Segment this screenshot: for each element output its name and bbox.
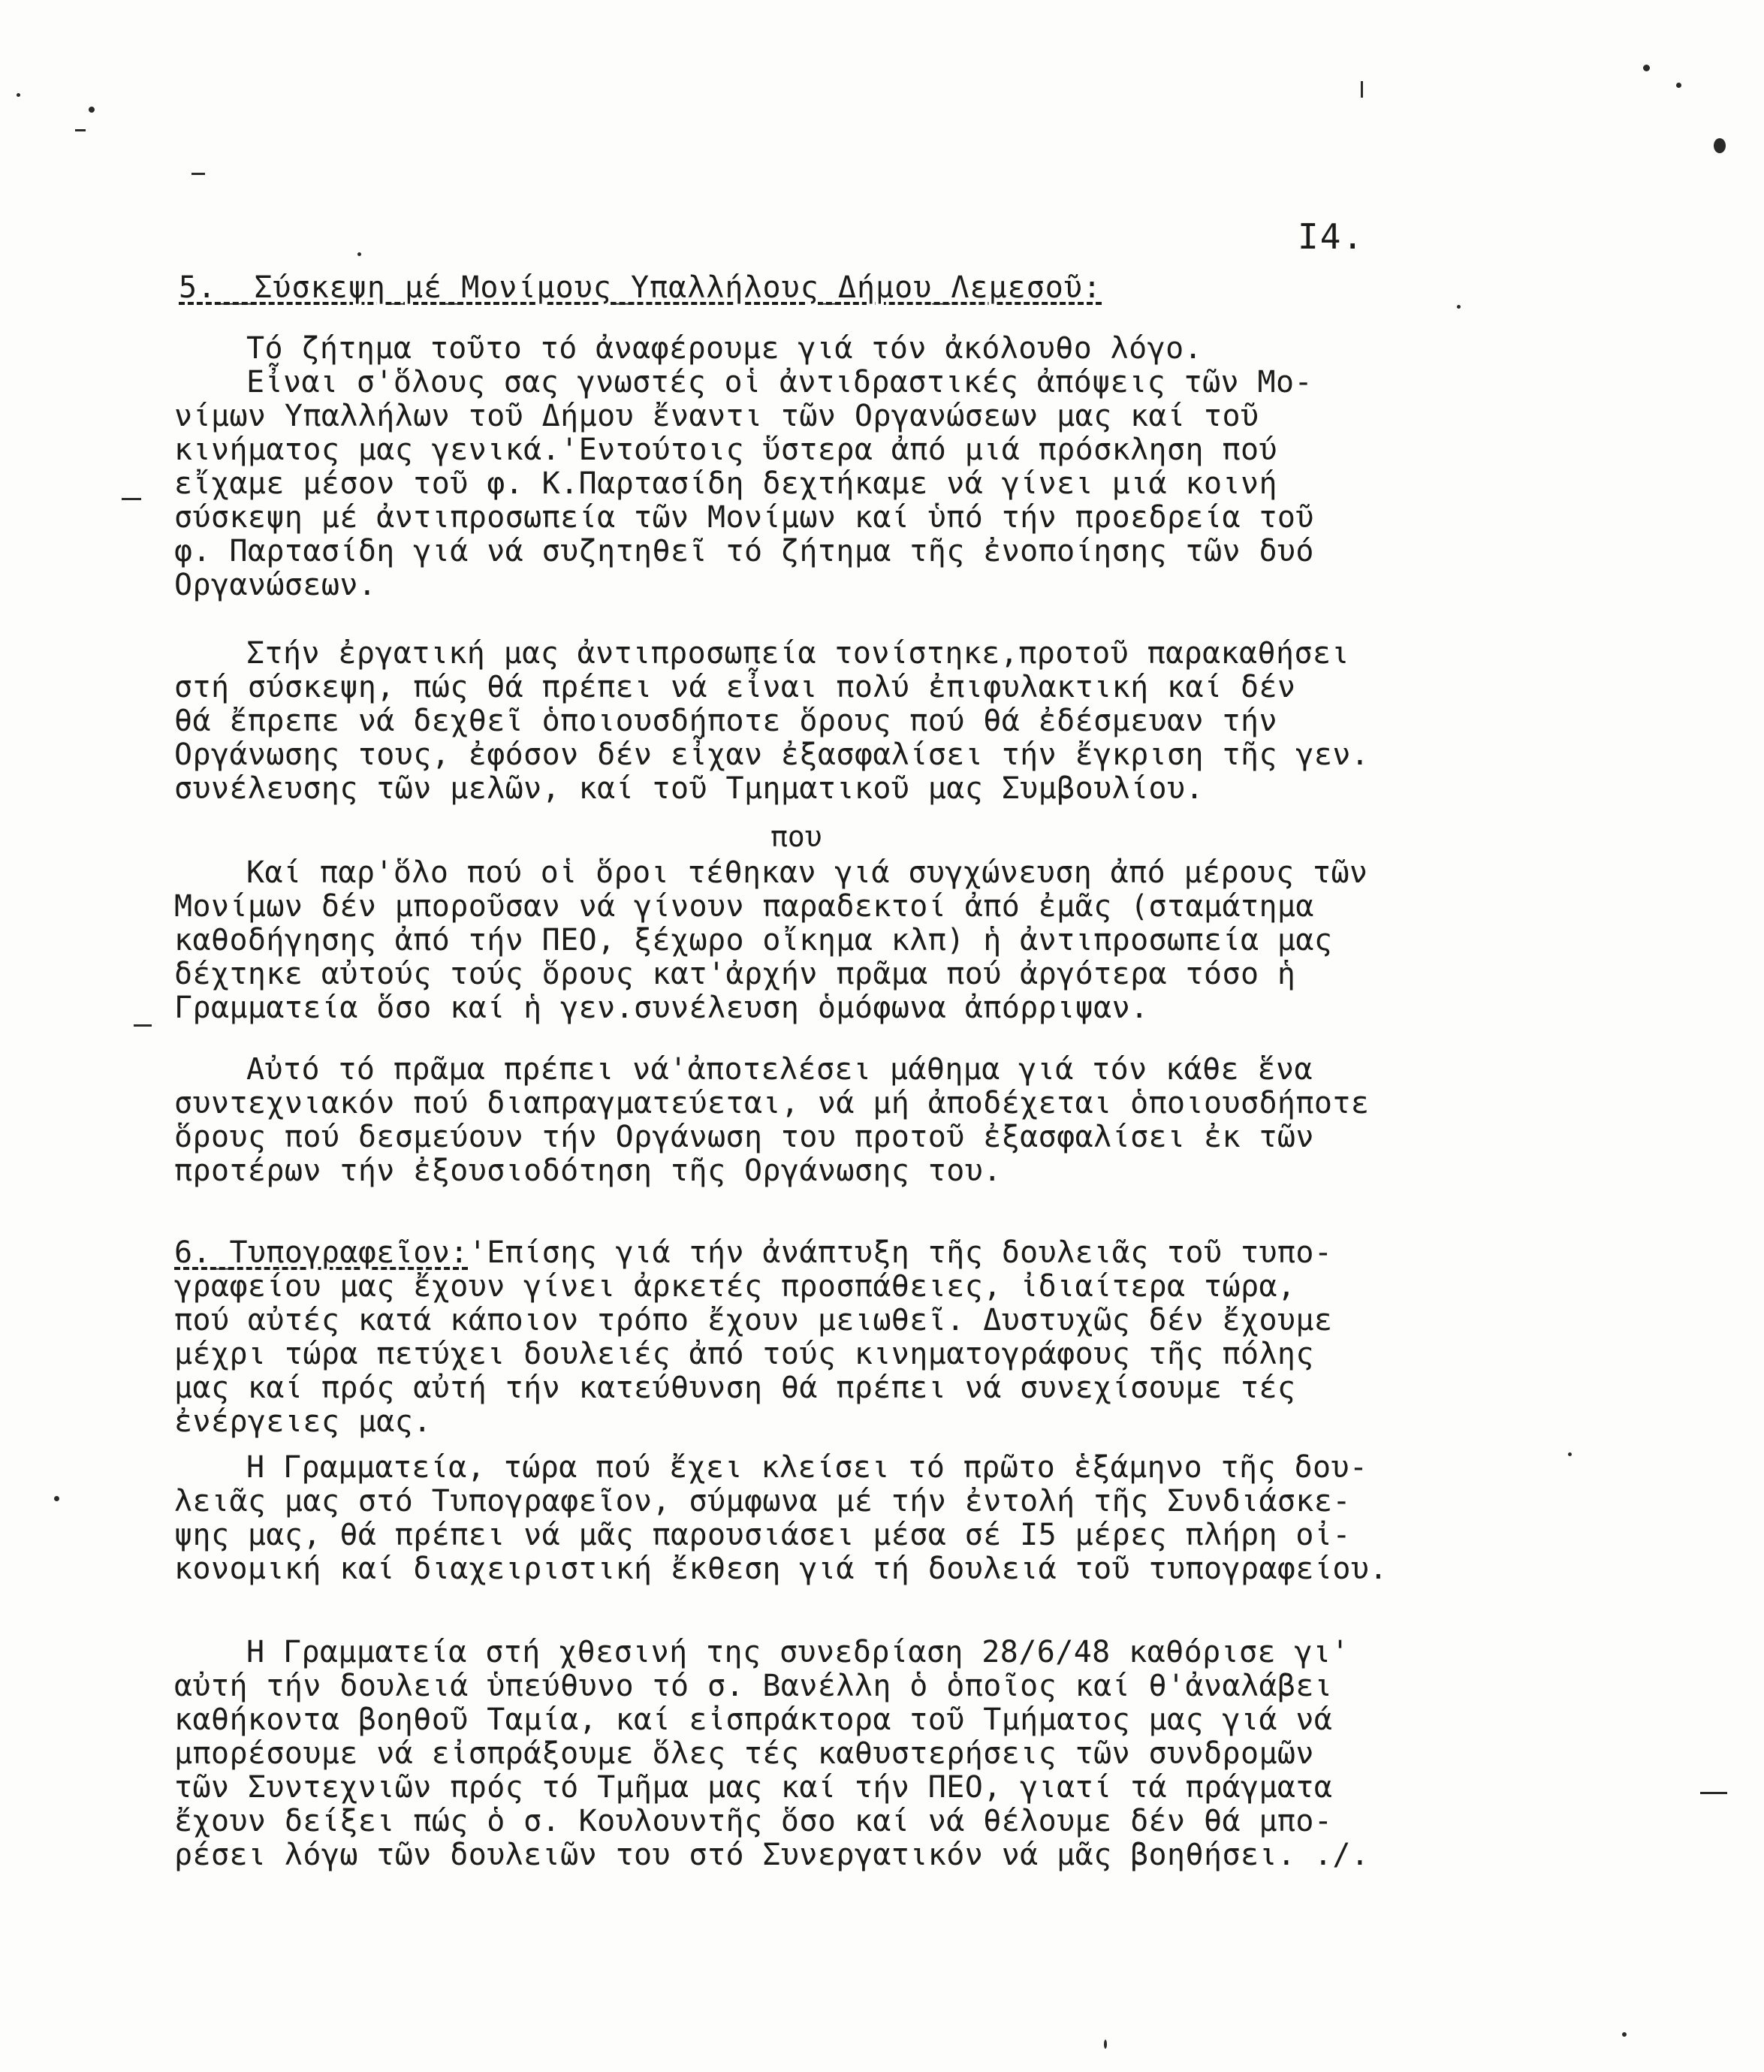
scan-speck bbox=[191, 173, 205, 175]
text-line: προτέρων τήν ἐξουσιοδότηση τῆς Οργάνωσης του. bbox=[174, 1154, 1002, 1188]
text-line: Εἶναι σ'ὅλους σας γνωστές οἱ ἀντιδραστικές ἀπόψεις τῶν Μο- bbox=[246, 365, 1313, 400]
scan-speck bbox=[1714, 138, 1726, 153]
text-line: λειᾶς μας στό Τυπογραφεῖον, σύμφωνα μέ τήν ἐντολή τῆς Συνδιάσκε- bbox=[174, 1484, 1351, 1519]
text-line: ψης μας, θά πρέπει νά μᾶς παρουσιάσει μέσα σέ I5 μέρες πλήρη οἰ- bbox=[174, 1518, 1351, 1552]
text-line: δέχτηκε αὐτούς τούς ὅρους κατ'ἀρχήν πρᾶμα πού ἀργότερα τόσο ἡ bbox=[174, 957, 1296, 991]
text-line: αὐτή τήν δουλειά ὑπεύθυνο τό σ. Βανέλλη ὁ ὁποῖος καί θ'ἀναλάβει bbox=[174, 1669, 1333, 1703]
scan-speck bbox=[1104, 2040, 1107, 2049]
scan-speck bbox=[1676, 83, 1681, 88]
text-line bbox=[174, 1236, 1646, 1270]
text-line: Οργάνωσης τους, ἐφόσον δέν εἶχαν ἐξασφαλίσει τήν ἔγκριση τῆς γεν. bbox=[174, 737, 1370, 772]
scan-speck bbox=[75, 129, 86, 131]
text-line: μας καί πρός αὐτή τήν κατεύθυνση θά πρέπει νά συνεχίσουμε τές bbox=[174, 1371, 1296, 1405]
page-number: I4. bbox=[1298, 216, 1365, 257]
text-line: Αὐτό τό πρᾶμα πρέπει νά'ἀποτελέσει μάθημα γιά τόν κάθε ἕνα bbox=[246, 1052, 1313, 1087]
text-line: Στήν ἐργατική μας ἀντιπροσωπεία τονίστηκε,προτοῦ παρακαθήσει bbox=[246, 636, 1349, 671]
text-line: Τό ζήτημα τοῦτο τό ἀναφέρουμε γιά τόν ἀκόλουθο λόγο. bbox=[246, 331, 1203, 366]
text-line: στή σύσκεψη, πώς θά πρέπει νά εἶναι πολύ ἐπιφυλακτική καί δέν bbox=[174, 670, 1296, 704]
text-line: καθοδήγησης ἀπό τήν ΠΕΟ, ξέχωρο οἴκημα κλπ) ἡ ἀντιπροσωπεία μας bbox=[174, 923, 1333, 958]
text-line: Η Γραμματεία στή χθεσινή της συνεδρίαση 28/6/48 καθόρισε γι' bbox=[246, 1635, 1349, 1669]
handwritten-insertion: που bbox=[770, 820, 822, 853]
text-line: γραφείου μας ἔχουν γίνει ἀρκετές προσπάθειες, ἰδιαίτερα τώρα, bbox=[174, 1269, 1296, 1304]
text-line: σύσκεψη μέ ἀντιπροσωπεία τῶν Μονίμων καί ὑπό τήν προεδρεία τοῦ bbox=[174, 500, 1314, 535]
text-line: Η Γραμματεία, τώρα πού ἔχει κλείσει τό πρῶτο ἑξάμηνο τῆς δου- bbox=[246, 1450, 1368, 1485]
scan-speck bbox=[1361, 81, 1363, 98]
section-5-paragraph-4 bbox=[174, 1053, 1646, 1188]
scan-speck bbox=[1622, 2032, 1627, 2037]
margin-mark bbox=[134, 1024, 152, 1027]
scan-speck bbox=[1643, 65, 1650, 71]
text-line: Οργανώσεων. bbox=[174, 568, 377, 602]
text-line: μπορέσουμε νά εἰσπράξουμε ὅλες τές καθυστερήσεις τῶν συνδρομῶν bbox=[174, 1736, 1314, 1771]
scan-speck bbox=[1457, 305, 1461, 309]
section-5-paragraph-1 bbox=[174, 332, 1646, 602]
text-line: κονομική καί διαχειριστική ἔκθεση γιά τή δουλειά τοῦ τυπογραφείου. bbox=[174, 1552, 1388, 1586]
text-line: ἔχουν δείξει πώς ὁ σ. Κουλουντῆς ὅσο καί νά θέλουμε δέν θά μπο- bbox=[174, 1804, 1333, 1838]
text-line: εἴχαμε μέσον τοῦ φ. Κ.Παρτασίδη δεχτήκαμε νά γίνει μιά κοινή bbox=[174, 466, 1277, 501]
text-line: ὅρους πού δεσμεύουν τήν Οργάνωση του προτοῦ ἐξασφαλίσει ἐκ τῶν bbox=[174, 1120, 1314, 1154]
section-5-paragraph-3 bbox=[174, 856, 1646, 1025]
text-line: πού αὐτές κατά κάποιον τρόπο ἔχουν μειωθεῖ. Δυστυχῶς δέν ἔχουμε bbox=[174, 1303, 1333, 1338]
scan-speck bbox=[357, 252, 361, 256]
section-6-heading: 6._Τυπογραφεῖον: bbox=[174, 1235, 469, 1270]
text-line: φ. Παρτασίδη γιά νά συζητηθεῖ τό ζήτημα τῆς ἐνοποίησης τῶν δυό bbox=[174, 534, 1314, 569]
text-line-continuation: 'Επίσης γιά τήν ἀνάπτυξη τῆς δουλειᾶς τοῦ τυπο- bbox=[468, 1235, 1333, 1270]
scan-speck bbox=[89, 107, 95, 113]
text-line: Μονίμων δέν μποροῦσαν νά γίνουν παραδεκτοί ἀπό ἐμᾶς (σταμάτημα bbox=[174, 889, 1314, 924]
section-5-paragraph-2 bbox=[174, 637, 1646, 806]
text-line: Γραμματεία ὅσο καί ἡ γεν.συνέλευση ὁμόφωνα ἀπόρριψαν. bbox=[174, 991, 1149, 1025]
text-line: θά ἔπρεπε νά δεχθεῖ ὁποιουσδήποτε ὅρους πού θά ἐδέσμευαν τήν bbox=[174, 704, 1277, 738]
scan-speck bbox=[17, 93, 20, 97]
text-line: συνέλευσης τῶν μελῶν, καί τοῦ Τμηματικοῦ μας Συμβουλίου. bbox=[174, 771, 1204, 806]
margin-mark bbox=[122, 498, 141, 500]
section-6-paragraph-2 bbox=[174, 1451, 1646, 1586]
text-line: ἐνέργειες μας. bbox=[174, 1404, 432, 1439]
section-5-heading: 5.__Σύσκεψη_μέ_Μονίμους_Υπαλλήλους_Δήμου_Λεμεσοῦ: bbox=[179, 270, 1102, 305]
text-line: καθήκοντα βοηθοῦ Ταμία, καί εἰσπράκτορα τοῦ Τμήματος μας γιά νά bbox=[174, 1703, 1333, 1737]
text-line: τῶν Συντεχνιῶν πρός τό Τμῆμα μας καί τήν ΠΕΟ, γιατί τά πράγματα bbox=[174, 1770, 1333, 1805]
text-line: κινήματος μας γενικά.'Εντούτοις ὕστερα ἀπό μιά πρόσκληση πού bbox=[174, 433, 1277, 467]
scan-speck bbox=[54, 1496, 59, 1501]
section-6-paragraph-3 bbox=[174, 1636, 1646, 1872]
text-line: ρέσει λόγω τῶν δουλειῶν του στό Συνεργατικόν νά μᾶς βοηθήσει. ./. bbox=[174, 1838, 1370, 1872]
text-line: νίμων Υπαλλήλων τοῦ Δήμου ἔναντι τῶν Οργανώσεων μας καί τοῦ bbox=[174, 399, 1259, 433]
margin-mark bbox=[1700, 1792, 1727, 1794]
text-line: Καί παρ'ὅλο πού οἱ ὅροι τέθηκαν γιά συγχώνευση ἀπό μέρους τῶν bbox=[246, 855, 1368, 890]
section-6-paragraph-1 bbox=[174, 1236, 1646, 1439]
text-line: συντεχνιακόν πού διαπραγματεύεται, νά μή ἀποδέχεται ὁποιουσδήποτε bbox=[174, 1086, 1370, 1120]
text-line: μέχρι τώρα πετύχει δουλειές ἀπό τούς κινηματογράφους τῆς πόλης bbox=[174, 1337, 1314, 1371]
